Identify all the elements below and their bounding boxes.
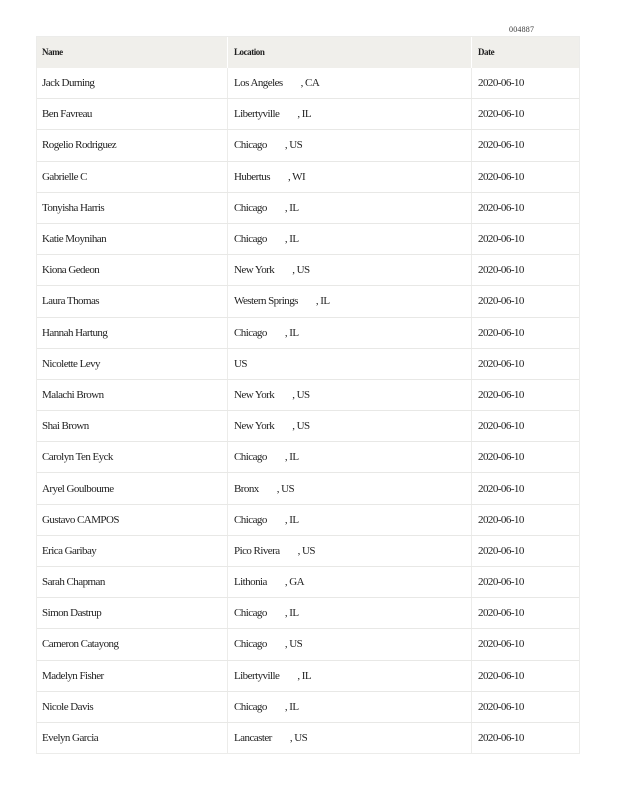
location-city: Chicago [234,607,267,620]
location-city: Bronx [234,482,259,495]
location-cell [227,286,471,316]
location-region: , IL [284,607,299,620]
table-header-row [36,36,580,68]
location-region: , CA [300,77,320,90]
table-row [36,567,580,598]
date-cell: 2020-06-10 [471,318,580,348]
location-region: , IL [284,700,299,713]
location-region: , US [297,544,315,557]
date-cell: 2020-06-10 [471,723,580,753]
location-region: , IL [284,451,299,464]
name-cell: Ben Favreau [42,108,92,121]
date-cell: 2020-06-10 [471,661,580,691]
date-cell: 2020-06-10 [471,99,580,129]
table-row [36,598,580,629]
location-cell [227,629,471,659]
location-city: New York [234,388,275,401]
location-cell [227,255,471,285]
table-row [36,99,580,130]
date-cell: 2020-06-10 [471,162,580,192]
name-cell: Katie Moynihan [42,233,107,246]
location-region: , US [292,420,310,433]
location-cell [227,567,471,597]
date-cell: 2020-06-10 [471,442,580,472]
date-cell: 2020-06-10 [471,224,580,254]
location-cell [227,193,471,223]
location-city: Chicago [234,201,267,214]
location-city: Western Springs [234,295,298,308]
name-cell: Cameron Catayong [42,638,119,651]
name-cell: Hannah Hartung [42,326,108,339]
location-cell [227,99,471,129]
name-cell: Sarah Chapman [42,576,105,589]
table-row [36,286,580,317]
page-id: 004887 [509,25,535,34]
location-city: Pico Rivera [234,544,280,557]
name-cell: Aryel Goulbourne [42,482,114,495]
date-cell: 2020-06-10 [471,68,580,98]
location-city: Los Angeles [234,77,283,90]
location-city: Lancaster [234,732,272,745]
location-region: , GA [284,576,305,589]
location-cell [227,380,471,410]
location-region: , US [292,264,310,277]
table-row [36,692,580,723]
table-row [36,505,580,536]
name-cell: Carolyn Ten Eyck [42,451,113,464]
date-cell: 2020-06-10 [471,255,580,285]
location-cell [227,349,471,379]
name-cell: Rogelio Rodriguez [42,139,117,152]
location-cell [227,411,471,441]
location-region: , IL [297,108,312,121]
location-city: Libertyville [234,669,280,682]
name-cell: Laura Thomas [42,295,100,308]
date-cell: 2020-06-10 [471,411,580,441]
location-region: , IL [284,201,299,214]
table-row [36,130,580,161]
location-region: , US [284,139,303,152]
signature-table [36,36,580,754]
date-cell: 2020-06-10 [471,629,580,659]
table-row [36,193,580,224]
date-cell: 2020-06-10 [471,473,580,503]
table-row [36,224,580,255]
table-row [36,629,580,660]
table-row [36,349,580,380]
date-cell: 2020-06-10 [471,505,580,535]
location-region: , WI [287,170,306,183]
date-cell: 2020-06-10 [471,130,580,160]
location-cell [227,598,471,628]
location-cell [227,68,471,98]
location-city: Chicago [234,139,267,152]
name-cell: Tonyisha Harris [42,201,105,214]
location-city: Chicago [234,638,267,651]
location-city: Hubertus [234,170,270,183]
date-cell: 2020-06-10 [471,349,580,379]
location-region: , IL [315,295,330,308]
location-city: Chicago [234,700,267,713]
location-city: Chicago [234,326,267,339]
column-header-name: Name [42,47,63,57]
name-cell: Madelyn Fisher [42,669,104,682]
location-city: US [234,357,247,370]
table-row [36,661,580,692]
location-cell [227,224,471,254]
table-row [36,380,580,411]
table-row [36,255,580,286]
location-city: Libertyville [234,108,280,121]
location-cell [227,130,471,160]
table-row [36,536,580,567]
location-city: Chicago [234,451,267,464]
date-cell: 2020-06-10 [471,380,580,410]
location-region: , US [276,482,295,495]
table-row [36,473,580,504]
table-row [36,68,580,99]
location-cell [227,723,471,753]
location-city: New York [234,264,275,277]
location-city: Chicago [234,233,267,246]
location-cell [227,442,471,472]
name-cell: Jack Durning [42,77,95,90]
table-row [36,318,580,349]
name-cell: Nicolette Levy [42,357,100,370]
location-city: Chicago [234,513,267,526]
date-cell: 2020-06-10 [471,536,580,566]
table-body [36,68,580,754]
location-cell [227,473,471,503]
location-city: New York [234,420,275,433]
location-region: , IL [284,233,299,246]
table-row [36,442,580,473]
name-cell: Kiona Gedeon [42,264,100,277]
location-cell [227,661,471,691]
date-cell: 2020-06-10 [471,193,580,223]
location-region: , US [292,388,310,401]
table-row [36,723,580,754]
location-cell [227,536,471,566]
location-region: , US [289,732,308,745]
name-cell: Simon Dastrup [42,607,102,620]
name-cell: Evelyn Garcia [42,732,99,745]
name-cell: Malachi Brown [42,388,104,401]
location-cell [227,692,471,722]
name-cell: Gabrielle C [42,170,87,183]
location-region: , IL [297,669,312,682]
location-cell [227,505,471,535]
location-cell [227,162,471,192]
location-region: , IL [284,513,299,526]
location-region: , US [284,638,303,651]
location-region: , IL [284,326,299,339]
column-header-date: Date [471,36,580,68]
table-row [36,411,580,442]
name-cell: Gustavo CAMPOS [42,513,119,526]
location-city: Lithonia [234,576,267,589]
date-cell: 2020-06-10 [471,286,580,316]
name-cell: Shai Brown [42,420,89,433]
name-cell: Nicole Davis [42,700,94,713]
date-cell: 2020-06-10 [471,567,580,597]
table-row [36,162,580,193]
location-cell [227,318,471,348]
date-cell: 2020-06-10 [471,692,580,722]
name-cell: Erica Garibay [42,544,97,557]
column-header-location: Location [227,36,471,68]
date-cell: 2020-06-10 [471,598,580,628]
